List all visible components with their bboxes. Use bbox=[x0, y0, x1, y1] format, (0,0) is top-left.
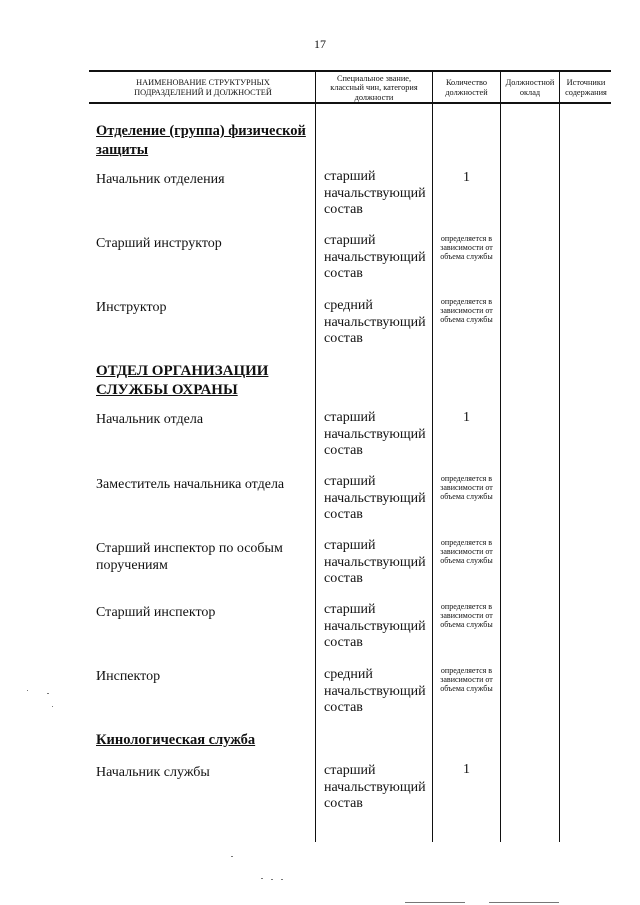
position-count: определяется в зависимости от объема службы bbox=[440, 474, 493, 502]
position-rank: средний начальствующий состав bbox=[324, 667, 426, 715]
scan-speck bbox=[231, 856, 233, 857]
position-rank: старший начальствующий состав bbox=[324, 233, 426, 281]
header-bottom-border bbox=[89, 102, 611, 104]
section-title: Отделение (группа) физической защиты bbox=[96, 123, 306, 158]
header-name: НАИМЕНОВАНИЕ СТРУКТУРНЫХ ПОДРАЗДЕЛЕНИЙ И ДОЛЖНОСТЕЙ bbox=[134, 78, 272, 97]
position-count: определяется в зависимости от объема службы bbox=[440, 538, 493, 566]
position-name: Заместитель начальника отдела bbox=[96, 477, 285, 492]
position-count: определяется в зависимости от объема службы bbox=[440, 666, 493, 694]
position-rank: старший начальствующий состав bbox=[324, 410, 426, 458]
position-name: Старший инспектор по особым поручениям bbox=[96, 541, 283, 573]
position-name: Старший инспектор bbox=[96, 605, 216, 620]
page-number: 17 bbox=[314, 37, 326, 51]
position-rank: старший начальствующий состав bbox=[324, 763, 426, 811]
position-count: 1 bbox=[463, 410, 470, 425]
column-divider-salary bbox=[500, 71, 501, 842]
header-rank: Специальное звание, классный чин, категория должности bbox=[330, 73, 418, 102]
position-count: определяется в зависимости от объема службы bbox=[440, 602, 493, 630]
scan-speck bbox=[27, 690, 28, 691]
scan-speck bbox=[281, 879, 283, 880]
scan-speck bbox=[52, 706, 53, 707]
header-sources: Источники содержания bbox=[565, 78, 607, 97]
position-name: Начальник отдела bbox=[96, 412, 204, 427]
position-name: Начальник отделения bbox=[96, 172, 225, 187]
position-rank: старший начальствующий состав bbox=[324, 602, 426, 650]
position-rank: старший начальствующий состав bbox=[324, 538, 426, 586]
column-divider-sources bbox=[559, 71, 560, 842]
position-name: Инструктор bbox=[96, 300, 167, 315]
position-rank: средний начальствующий состав bbox=[324, 298, 426, 346]
column-divider-rank bbox=[315, 71, 316, 842]
scan-speck bbox=[271, 879, 273, 880]
position-count: 1 bbox=[463, 762, 470, 777]
section-title: Кинологическая служба bbox=[96, 732, 256, 748]
position-name: Инспектор bbox=[96, 669, 161, 684]
scan-speck bbox=[405, 902, 465, 903]
position-rank: старший начальствующий состав bbox=[324, 169, 426, 217]
header-count: Количество должностей bbox=[445, 78, 488, 97]
scan-speck bbox=[489, 902, 559, 903]
position-count: 1 bbox=[463, 170, 470, 185]
position-count: определяется в зависимости от объема службы bbox=[440, 234, 493, 262]
header-salary: Должностной оклад bbox=[505, 78, 555, 97]
position-count: определяется в зависимости от объема службы bbox=[440, 297, 493, 325]
scan-speck bbox=[47, 693, 49, 694]
position-rank: старший начальствующий состав bbox=[324, 474, 426, 522]
section-title: ОТДЕЛ ОРГАНИЗАЦИИ СЛУЖБЫ ОХРАНЫ bbox=[96, 363, 269, 398]
table-top-border bbox=[89, 70, 611, 72]
position-name: Старший инструктор bbox=[96, 236, 222, 251]
scan-speck bbox=[261, 878, 263, 879]
position-name: Начальник службы bbox=[96, 765, 210, 780]
